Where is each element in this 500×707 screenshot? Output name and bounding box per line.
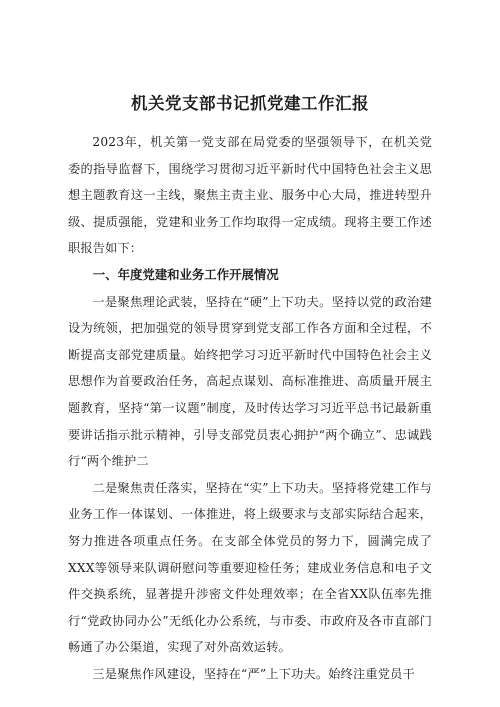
paragraph-2: 二是聚焦责任落实，坚持在“实”上下功夫。坚持将党建工作与业务工作一体谋划、一体推进，将上级要求与支部实际结合起来，努力推进各项重点任务。在支部全体党员的努力下，圆满完成了XXX等领导来队调研慰问等重要迎检任务；建成业务信息和电子文件交换系统，显著提升涉密文件处理效率；在全省XX队伍率先推行“党政协同办公”无纸化办公系统，与市委、市政府及各市直部门畅通了办公渠道，实现了对外高效运转。 [68, 480, 432, 655]
document-title: 机关党支部书记抓党建工作汇报 [131, 94, 369, 113]
intro-paragraph: 2023年，机关第一党支部在局党委的坚强领导下，在机关党委的指导监督下，围绕学习贯彻习近平新时代中国特色社会主义思想主题教育这一主线，聚焦主责主业、服务中心大局，推进转型升级、提质强能，党建和业务工作均取得一定成绩。现将主要工作述职报告如下： [68, 135, 432, 256]
section-heading: 一、年度党建和业务工作开展情况 [92, 266, 279, 282]
paragraph-3: 三是聚焦作风建设，坚持在“严”上下功夫。始终注重党员干 [92, 666, 415, 681]
paragraph-1: 一是聚焦理论武装，坚持在“硬”上下功夫。坚持以党的政治建设为统领，把加强党的领导贯穿到党支部工作各方面和全过程，不断提高支部党建质量。始终把学习习近平新时代中国特色社会主义思想作为首要政治任务，高起点谋划、高标准推进、高质量开展主题教育，坚持“第一议题”制度，及时传达学习习近平总书记最新重要讲话指示批示精神，引导支部党员衷心拥护“两个确立”、忠诚践行“两个维护二 [68, 294, 432, 469]
